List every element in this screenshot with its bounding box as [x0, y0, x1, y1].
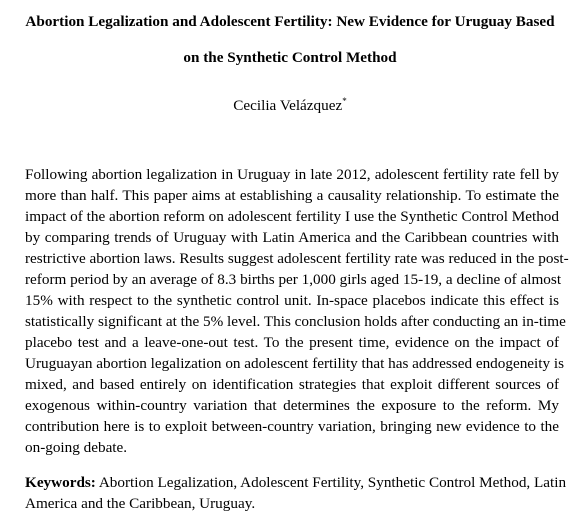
paper-title-line-1: Abortion Legalization and Adolescent Fertility: New Evidence for Uruguay Based	[25, 13, 555, 30]
abstract-line: reform period by an average of 8.3 births per 1,000 girls aged 15-19, a decline of almost	[25, 271, 562, 288]
abstract-line: more than half. This paper aims at establishing a causality relationship. To estimate the	[25, 187, 559, 204]
abstract-line: contribution here is to exploit between-country variation, bringing new evidence to the	[25, 418, 559, 435]
abstract	[25, 164, 569, 458]
author-name: Cecilia Velázquez	[233, 97, 343, 114]
abstract-line: restrictive abortion laws. Results suggest adolescent fertility rate was reduced in the post-	[25, 250, 569, 267]
keywords-text: Abortion Legalization, Adolescent Fertility, Synthetic Control Method, Latin	[98, 474, 567, 491]
keywords-line: America and the Caribbean, Uruguay.	[25, 495, 256, 512]
author-line	[0, 97, 580, 115]
abstract-line: 15% with respect to the synthetic control unit. In-space placebos indicate this effect is	[25, 292, 559, 309]
abstract-line: statistically significant at the 5% level. This conclusion holds after conducting an in-time	[25, 313, 566, 330]
abstract-line: placebo test and a leave-one-out test. To the present time, evidence on the impact of	[25, 334, 559, 351]
keywords	[25, 472, 567, 514]
abstract-line: by comparing trends of Uruguay with Latin America and the Caribbean countries with	[25, 229, 559, 246]
abstract-line: on-going debate.	[25, 439, 128, 456]
abstract-line: impact of the abortion reform on adolescent fertility I use the Synthetic Control Method	[25, 208, 559, 225]
abstract-line: Uruguayan abortion legalization on adolescent fertility that has addressed endogeneity is	[25, 355, 564, 372]
paper-title-line-2: on the Synthetic Control Method	[183, 49, 397, 66]
author-footnote-mark: *	[342, 96, 347, 106]
abstract-line: mixed, and based entirely on identification strategies that exploit different sources of	[25, 376, 559, 393]
abstract-line: Following abortion legalization in Uruguay in late 2012, adolescent fertility rate fell by	[25, 166, 559, 183]
keywords-label: Keywords:	[25, 474, 96, 491]
abstract-line: exogenous within-country variation that determines the exposure to the reform. My	[25, 397, 559, 414]
keywords-line	[25, 472, 567, 493]
